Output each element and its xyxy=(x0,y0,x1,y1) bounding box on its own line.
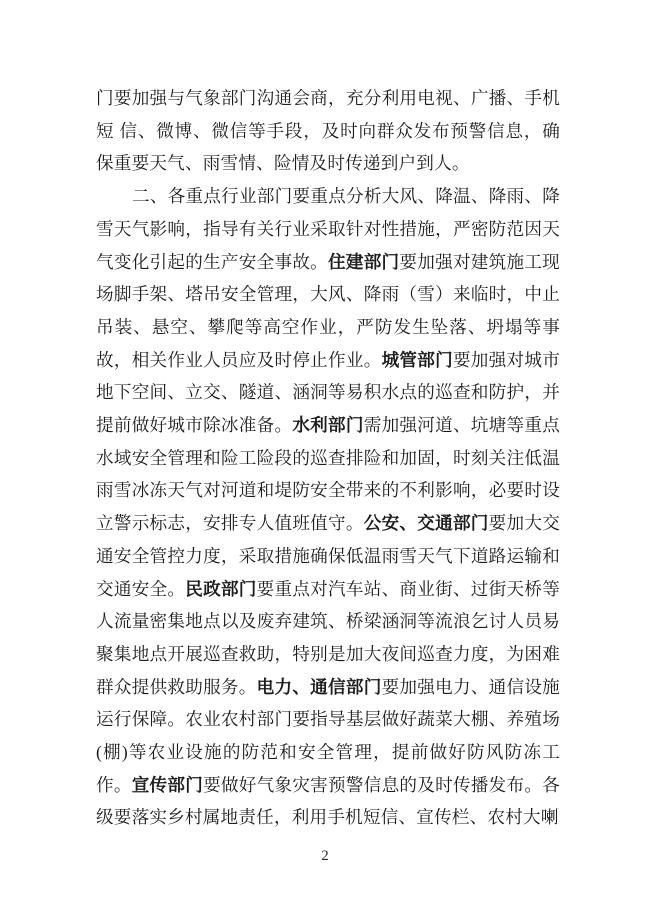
department-name-emphasis: 电力、通信部门 xyxy=(256,676,382,697)
body-text: 要加强电力、通信设施运行保障。农业农村部门要指导基层做好蔬菜大棚、养殖场(棚)等农业设施的防范和安全管理，提前做好防风防冻工作。 xyxy=(96,676,560,795)
body-text: 要加大交通安全管控力度，采取措施确保低温雨雪天气下道路运输和交通安全。 xyxy=(96,513,560,599)
body-text: 要加强对建筑施工现场脚手架、塔吊安全管理，大风、降雨（雪）来临时，中止吊装、悬空、攀爬等高空作业，严防发生坠落、坍塌等事故，相关作业人员应及时停止作业。 xyxy=(96,251,560,370)
department-name-emphasis: 宣传部门 xyxy=(131,774,204,795)
body-text: 需加强河道、坑塘等重点水域安全管理和险工险段的巡查排险和加固，时刻关注低温雨雪冰冻天气对河道和堤防安全带来的不利影响，必要时设立警示标志，安排专人值班值守。 xyxy=(96,415,560,534)
body-text: 要重点对汽车站、商业街、过街天桥等人流量密集地点以及废弃建筑、桥梁涵洞等流浪乞讨人员易聚集地点开展巡查救助，特别是加大夜间巡查力度，为困难群众提供救助服务。 xyxy=(96,578,560,697)
department-name-emphasis: 民政部门 xyxy=(185,578,257,599)
body-text: 二、各重点行业部门要重点分析大风、降温、降雨、降雪天气影响，指导有关行业采取针对性措施，严密防范因天气变化引起的生产安全事故。 xyxy=(96,186,560,272)
department-name-emphasis: 公安、交通部门 xyxy=(363,513,489,534)
body-text: 门要加强与气象部门沟通会商，充分利用电视、广播、手机短 信、微博、微信等手段，及时向群众发布预警信息，确保重要天气、雨雪情、险情及时传递到户到人。 xyxy=(96,88,560,174)
department-name-emphasis: 城管部门 xyxy=(381,349,453,370)
body-text: 要做好气象灾害预警信息的及时传播发布。各级要落实乡村属地责任，利用手机短信、宣传栏、农村大喇 xyxy=(96,774,560,828)
page-number: 2 xyxy=(321,848,329,864)
department-name-emphasis: 住建部门 xyxy=(328,251,400,272)
paragraph-continuation xyxy=(96,82,560,180)
body-text: 要加强对城市地下空间、立交、隧道、涵洞等易积水点的巡查和防护，并提前做好城市除冰准备。 xyxy=(96,349,560,436)
department-name-emphasis: 水利部门 xyxy=(292,415,364,436)
paragraph-section-two xyxy=(96,180,560,834)
document-body xyxy=(96,82,560,834)
